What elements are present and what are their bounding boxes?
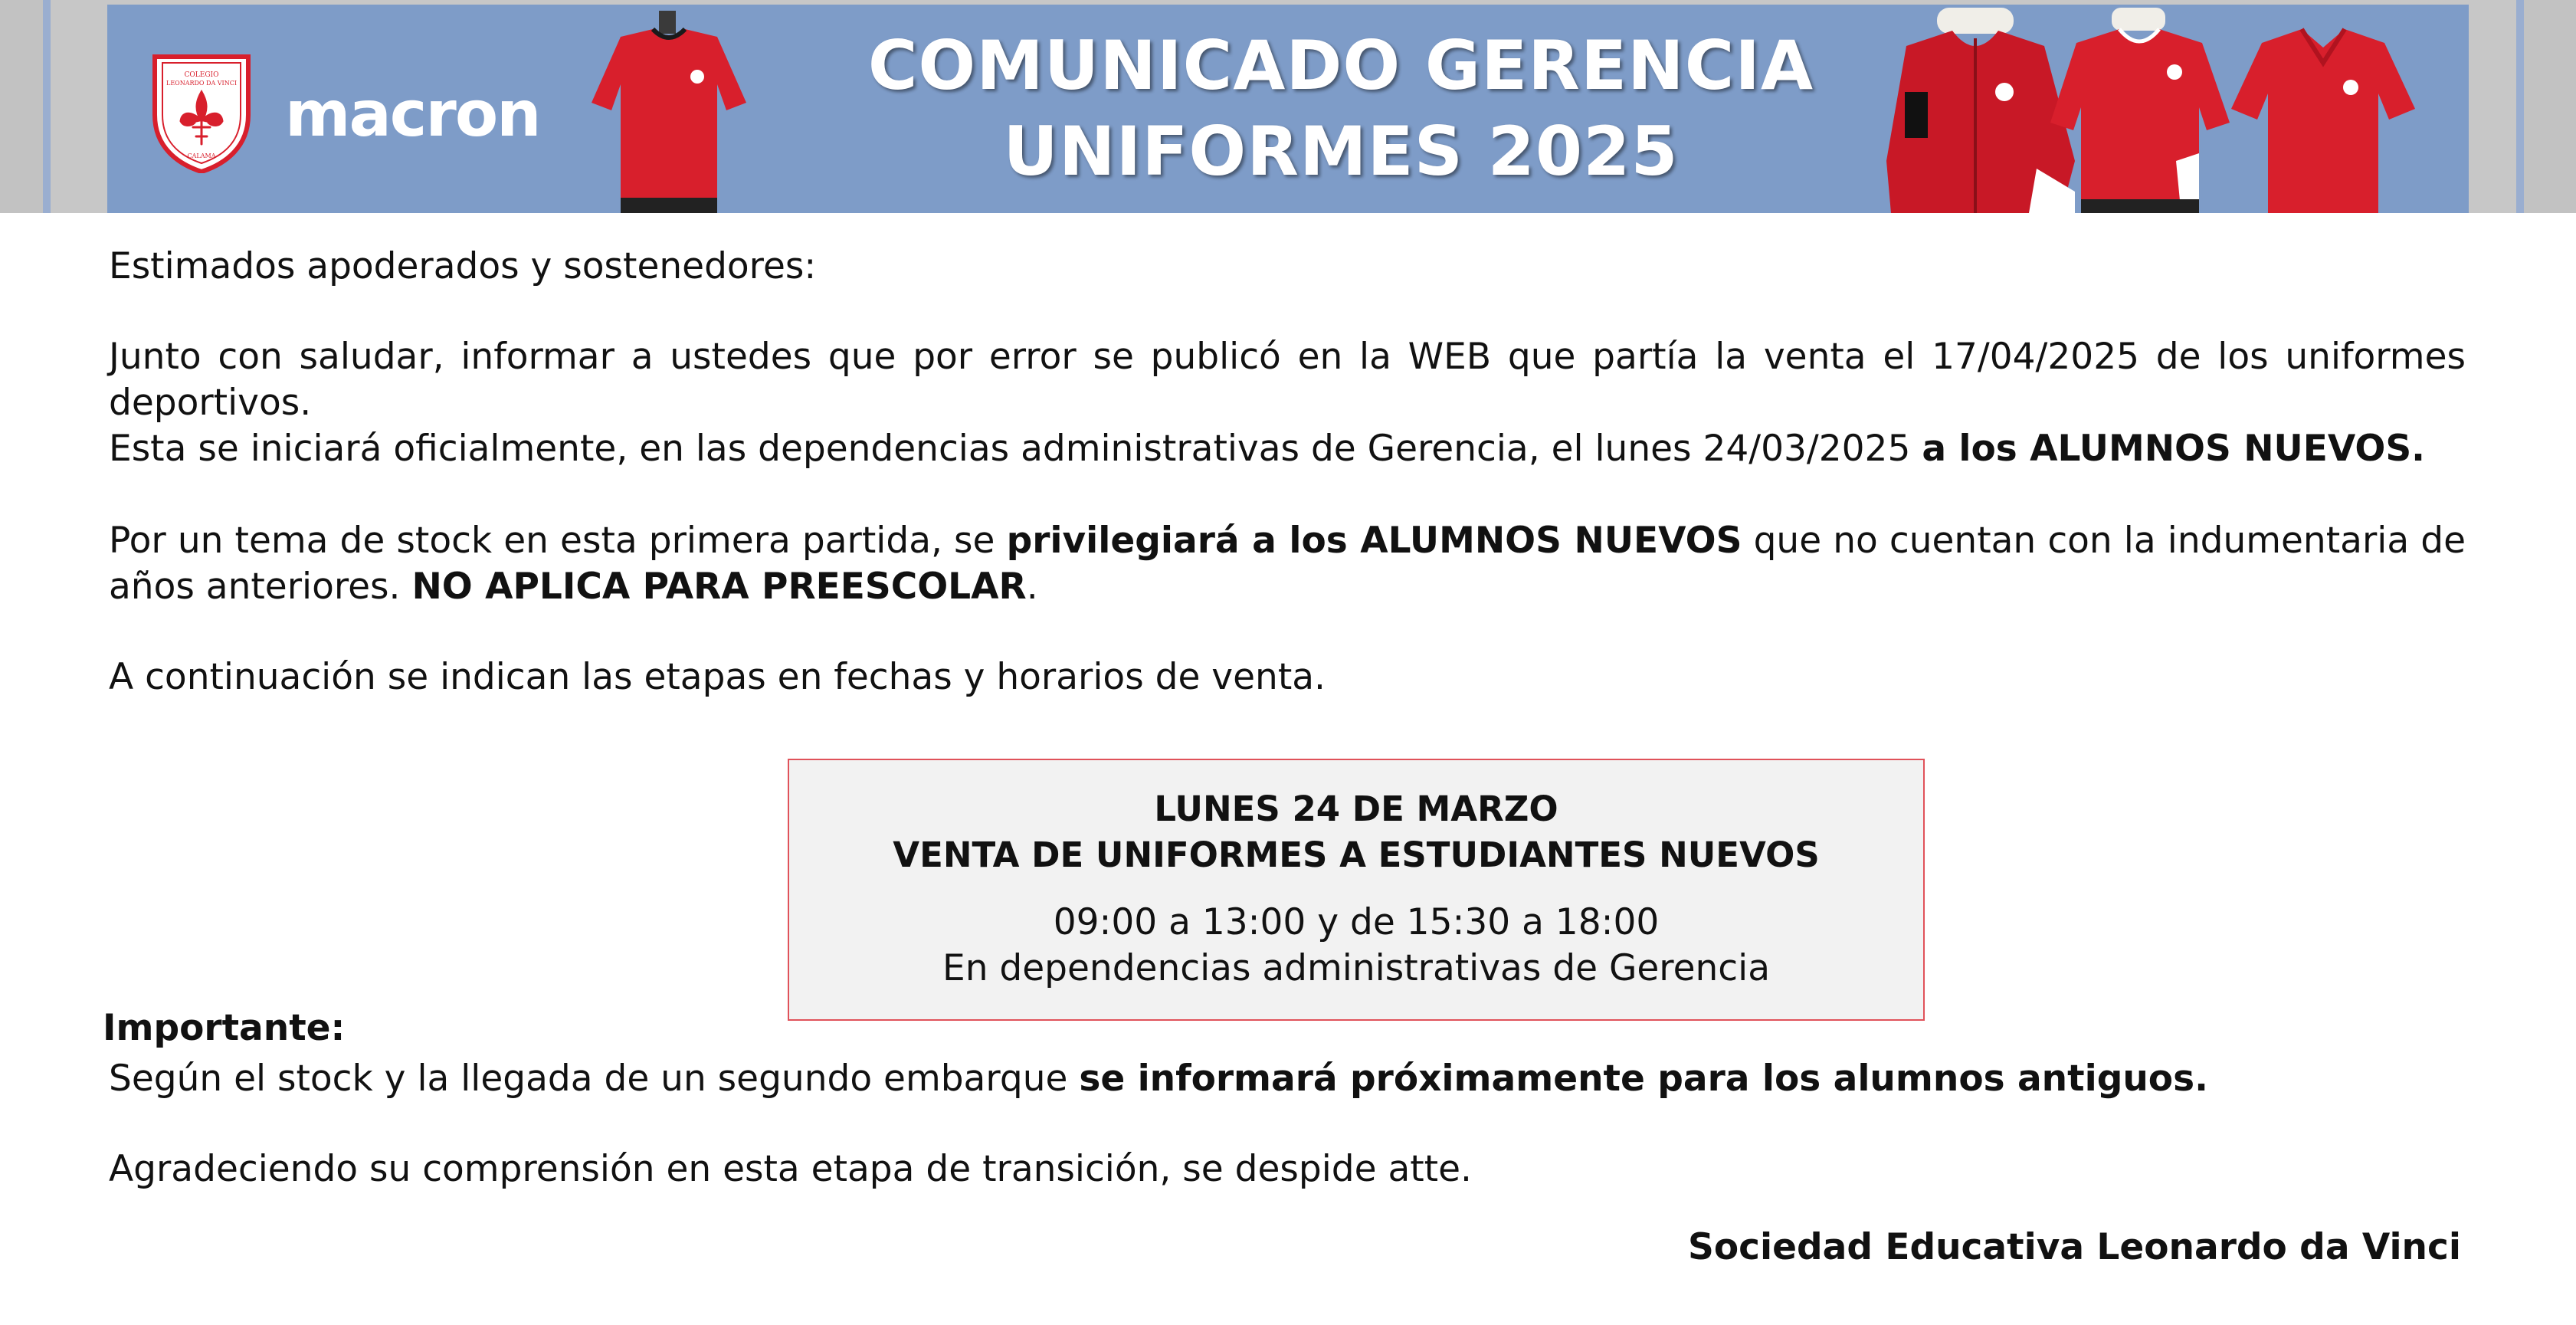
- banner-side-strip: [2524, 0, 2576, 213]
- schedule-title: VENTA DE UNIFORMES A ESTUDIANTES NUEVOS: [893, 835, 1820, 875]
- banner-title: [843, 23, 1839, 195]
- banner-title-line1: COMUNICADO GERENCIA: [867, 26, 1814, 105]
- start-date-emphasis: a los ALUMNOS NUEVOS.: [1922, 428, 2426, 470]
- start-date-text: Esta se iniciará oficialmente, en las dependencias administrativas de Gerencia, el lunes 24/03/2025: [109, 428, 1911, 470]
- stock-end: .: [1026, 566, 1038, 608]
- crest-label: LEONARDO DA VINCI: [166, 80, 237, 87]
- stock-text-a: Por un tema de stock en esta primera partida, se: [109, 520, 995, 562]
- paragraph-stock: [109, 518, 2466, 610]
- polo-shirt-icon: [2228, 17, 2420, 213]
- stock-text-b: que no cuentan con la indumentaria de años anteriores.: [109, 520, 2466, 608]
- jersey-icon: [582, 11, 755, 213]
- jersey-icon: [2046, 8, 2237, 213]
- important-text-emphasis: se informará próximamente para los alumnos antiguos.: [1079, 1058, 2208, 1100]
- banner-side-strip: [43, 0, 51, 213]
- banner-side-strip: [2516, 0, 2524, 213]
- important-text-plain: Según el stock y la llegada de un segundo embarque: [109, 1058, 1068, 1100]
- stock-emphasis-b: NO APLICA PARA PREESCOLAR: [411, 566, 1027, 608]
- header-banner: [0, 0, 2576, 213]
- schedule-location: En dependencias administrativas de Gerencia: [942, 947, 1770, 989]
- greeting: Estimados apoderados y sostenedores:: [109, 245, 817, 287]
- banner-title-line2: UNIFORMES 2025: [1003, 112, 1679, 191]
- signature: Sociedad Educativa Leonardo da Vinci: [1687, 1226, 2461, 1268]
- closing-text: Agradeciendo su comprensión en esta etapa de transición, se despide atte.: [109, 1148, 1472, 1190]
- stock-emphasis-a: privilegiará a los ALUMNOS NUEVOS: [1006, 520, 1742, 562]
- banner-side-strip: [0, 0, 43, 213]
- crest-label: CALAMA: [187, 153, 216, 159]
- crest-label: COLEGIO: [184, 71, 219, 79]
- paragraph-start-date: [109, 426, 2466, 472]
- schedule-date: LUNES 24 DE MARZO: [1154, 789, 1558, 829]
- schedule-box: [788, 759, 1925, 1021]
- important-text: [109, 1056, 2466, 1102]
- important-label: Importante:: [103, 1007, 346, 1049]
- paragraph-stages-intro: A continuación se indican las etapas en fechas y horarios de venta.: [109, 656, 1326, 698]
- banner-side-strip: [2473, 0, 2516, 213]
- brand-logo: macron: [285, 78, 540, 151]
- banner-side-strip: [51, 0, 101, 213]
- schedule-hours: 09:00 a 13:00 y de 15:30 a 18:00: [1053, 901, 1660, 943]
- paragraph-error-notice: Junto con saludar, informar a ustedes que por error se publicó en la WEB que partía la venta el 17/04/2025 de los uniformes deportivos.: [109, 336, 2466, 424]
- school-crest-icon: [150, 51, 253, 173]
